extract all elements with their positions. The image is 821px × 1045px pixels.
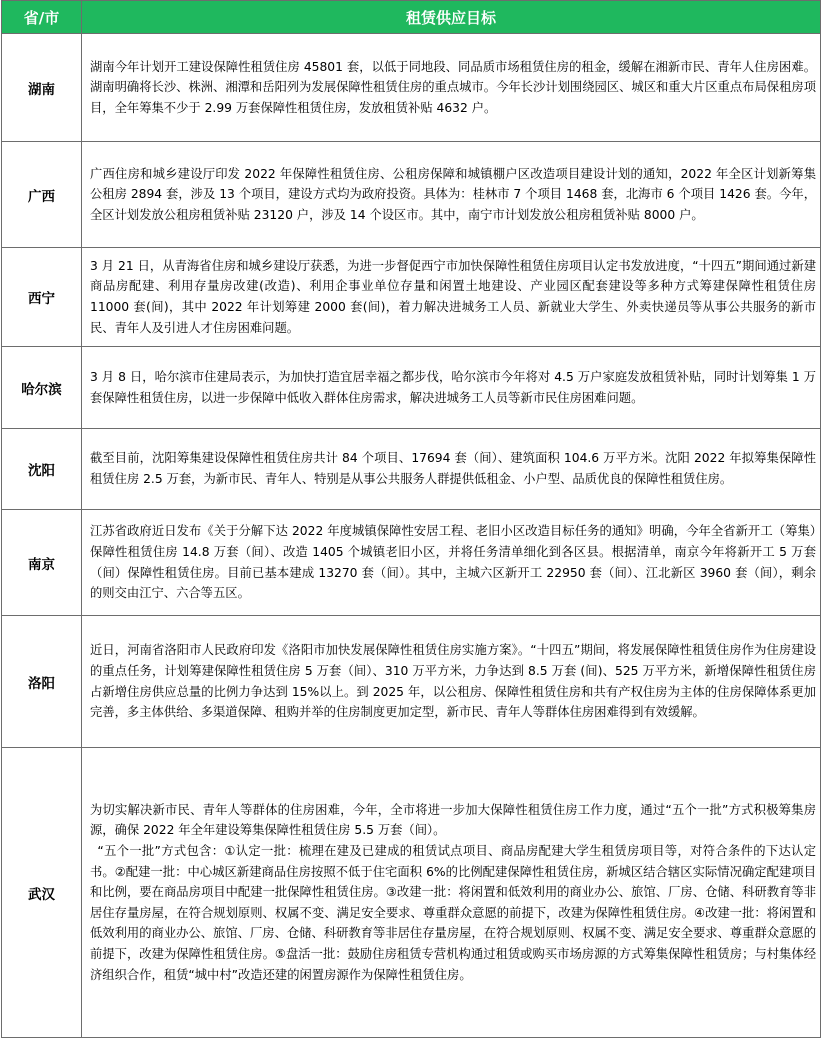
target-text: 江苏省政府近日发布《关于分解下达 2022 年度城镇保障性安居工程、老旧小区改造目标任务的通知》明确，今年全省新开工（筹集）保障性租赁住房 14.8 万套（间）、改造 1405 个城镇老旧小区，并将任务清单细化到各区县。根据清单，南京今年将新开工 5 万套（间）保障性租赁住房。目前已基本建成 13270 套（间）。其中，主城六区新开工 22950 套（间）、江北新区 3960 套（间），剩余的则交由江宁、六合等五区。 [90, 524, 816, 601]
target-cell [82, 748, 821, 1038]
table-row-nanjing [2, 510, 821, 616]
header-province: 省/市 [2, 1, 82, 34]
province-cell: 洛阳 [2, 616, 82, 748]
target-text: “五个一批”方式包含：①认定一批：梳理在建及已建成的租赁试点项目、商品房配建大学生租赁房项目等，对符合条件的下达认定书。②配建一批：中心城区新建商品住房按照不低于住宅面积 6%的比例配建保障性租赁住房，新城区结合辖区实际情况确定配建项目和比例，要在商品房项目中配建一批保障性租赁住房。③改建一批：将闲置和低效利用的商业办公、旅馆、厂房、仓储、科研教育等非居住存量房屋，在符合规划原则、权属不变、满足安全要求、尊重群众意愿的前提下，改建为保障性租赁住房。④改建一批：将闲置和低效利用的商业办公、旅馆、厂房、仓储、科研教育等非居住存量房屋，在符合规划原则、权属不变、满足安全要求、尊重群众意愿的前提下，改建为保障性租赁住房。⑤盘活一批：鼓励住房租赁专营机构通过租赁或购买市场房源的方式筹集保障性租赁房；与村集体经济组织合作，租赁“城中村”改造还建的闲置房源作为保障性租赁住房。 [90, 844, 816, 982]
table-row-hunan [2, 34, 821, 142]
table-row-guangxi [2, 142, 821, 248]
target-text: 截至目前，沈阳筹集建设保障性租赁住房共计 84 个项目、17694 套（间）、建筑面积 104.6 万平方米。沈阳 2022 年拟筹集保障性租赁住房 2.5 万套，为新市民、青年人、特别是从事公共服务人群提供低租金、小户型、品质优良的保障性租赁住房。 [90, 451, 816, 486]
target-text: 为切实解决新市民、青年人等群体的住房困难，今年，全市将进一步加大保障性租赁住房工作力度，通过“五个一批”方式积极筹集房源，确保 2022 年全年建设筹集保障性租赁住房 5.5 万套（间）。 [90, 802, 816, 838]
target-cell [82, 248, 821, 347]
table-row-harbin [2, 347, 821, 429]
target-cell [82, 142, 821, 248]
target-text: 湖南今年计划开工建设保障性租赁住房 45801 套，以低于同地段、同品质市场租赁住房的租金，缓解在湘新市民、青年人住房困难。湖南明确将长沙、株洲、湘潭和岳阳列为发展保障性租赁住房的重点城市。今年长沙计划围绕园区、城区和重大片区重点布局保租房项目，全年筹集不少于 2.99 万套保障性租赁住房，发放租赁补贴 4632 户。 [90, 59, 816, 115]
target-text: 3 月 8 日，哈尔滨市住建局表示，为加快打造宜居幸福之都步伐，哈尔滨市今年将对 4.5 万户家庭发放租赁补贴，同时计划筹集 1 万套保障性租赁住房，以进一步保障中低收入群体住房需求，解决进城务工人员等新市民住房困难问题。 [90, 369, 816, 405]
table-row-xining [2, 248, 821, 347]
province-cell: 湖南 [2, 34, 82, 142]
province-cell: 南京 [2, 510, 82, 616]
province-cell: 哈尔滨 [2, 347, 82, 429]
target-text: 广西住房和城乡建设厅印发 2022 年保障性租赁住房、公租房保障和城镇棚户区改造项目建设计划的通知，2022 年全区计划新筹集公租房 2894 套，涉及 13 个项目，建设方式均为政府投资。具体为：桂林市 7 个项目 1468 套，北海市 6 个项目 1426 套。今年，全区计划发放公租房租赁补贴 23120 户，涉及 14 个设区市。其中，南宁市计划发放公租房租赁补贴 8000 户。 [90, 166, 816, 222]
rental-supply-table [1, 0, 821, 1038]
target-cell [82, 429, 821, 510]
table-row-shenyang [2, 429, 821, 510]
target-text: 3 月 21 日，从青海省住房和城乡建设厅获悉，为进一步督促西宁市加快保障性租赁住房项目认定书发放进度，“十四五”期间通过新建商品房配建、利用存量房改建(改造)、利用企事业单位存量和闲置土地建设、产业园区配套建设等多种方式筹建保障性租赁住房 11000 套(间)，其中 2022 年计划筹建 2000 套(间)，着力解决进城务工人员、新就业大学生、外卖快递员等从事公共服务的新市民、青年人及引进人才住房困难问题。 [90, 258, 816, 335]
table-row-wuhan [2, 748, 821, 1038]
province-cell: 广西 [2, 142, 82, 248]
province-cell: 西宁 [2, 248, 82, 347]
target-cell [82, 34, 821, 142]
header-row [2, 1, 821, 34]
target-cell [82, 616, 821, 748]
target-text: 近日，河南省洛阳市人民政府印发《洛阳市加快发展保障性租赁住房实施方案》。“十四五”期间，将发展保障性租赁住房作为住房建设的重点任务，计划筹建保障性租赁住房 5 万套（间）、310 万平方米，力争达到 8.5 万套 (间)、525 万平方米，新增保障性租赁住房占新增住房供应总量的比例力争达到 15%以上。到 2025 年，以公租房、保障性租赁住房和共有产权住房为主体的住房保障体系更加完善，多主体供给、多渠道保障、租购并举的住房制度更加定型，新市民、青年人等群体住房困难得到有效缓解。 [90, 643, 816, 720]
target-cell [82, 347, 821, 429]
header-target: 租赁供应目标 [82, 1, 821, 34]
table-row-luoyang [2, 616, 821, 748]
target-cell [82, 510, 821, 616]
province-cell: 武汉 [2, 748, 82, 1038]
province-cell: 沈阳 [2, 429, 82, 510]
